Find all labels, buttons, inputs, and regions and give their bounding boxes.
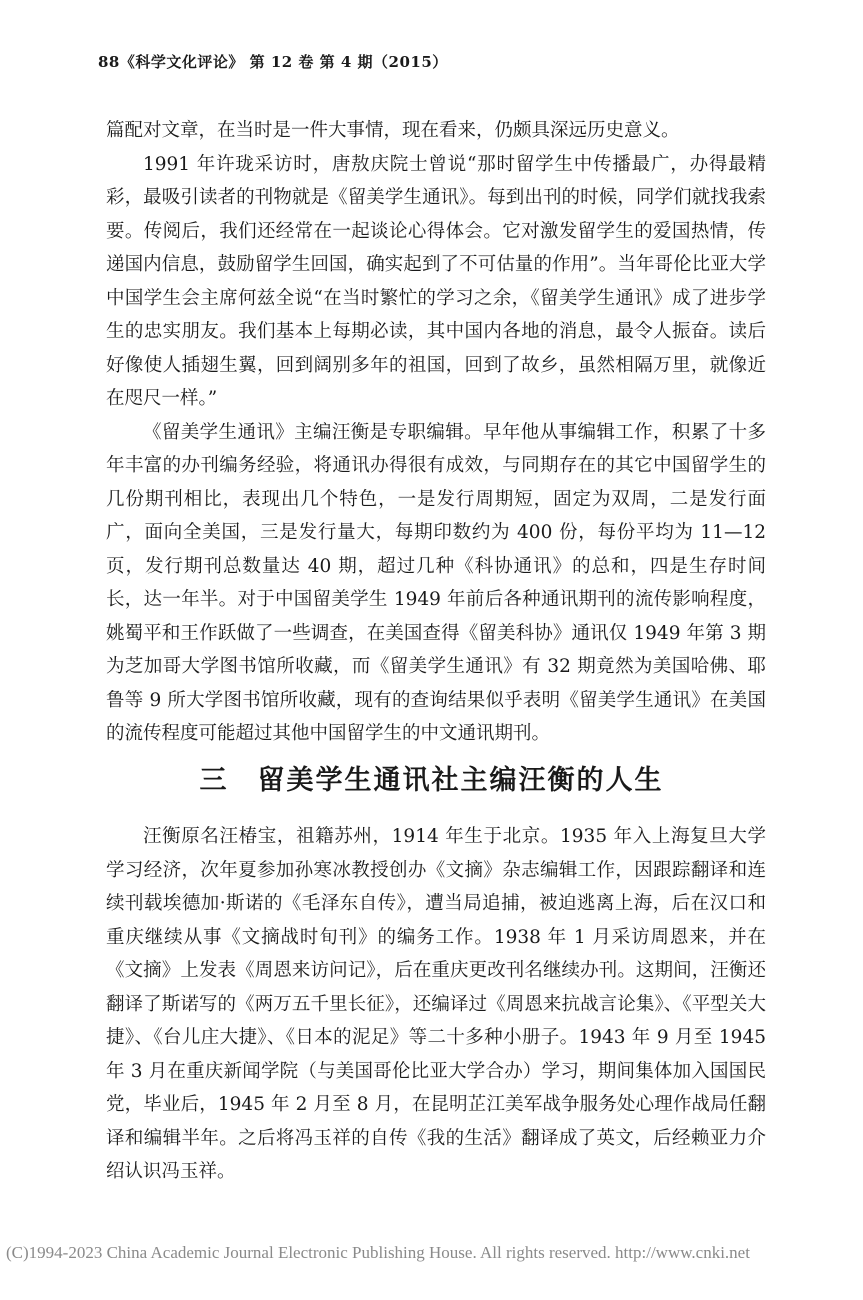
paragraph: 1991 年许珑采访时，唐敖庆院士曾说“那时留学生中传播最广，办得最精彩，最吸引读者的刊物就是《留美学生通讯》。每到出刊的时候，同学们就找我索要。传阅后，我们还经常在一起谈论心得体会。它对激发留学生的爱国热情，传递国内信息，鼓励留学生回国，确实起到了不可估量的作用”。当年哥伦比亚大学中国学生会主席何兹全说“在当时繁忙的学习之余，《留美学生通讯》成了进步学生的忠实朋友。我们基本上每期必读，其中国内各地的消息，最令人振奋。读后好像使人插翅生翼，回到阔别多年的祖国，回到了故乡，虽然相隔万里，就像近在咫尺一样。” bbox=[106, 153, 766, 409]
section-heading: 三 留美学生通讯社主编汪衡的人生 bbox=[199, 765, 664, 796]
running-head: 88《科学文化评论》 第 12 卷 第 4 期（2015） bbox=[98, 53, 448, 71]
paragraph: 汪衡原名汪椿宝，祖籍苏州，1914 年生于北京。1935 年入上海复旦大学学习经济，次年夏参加孙寒冰教授创办《文摘》杂志编辑工作，因跟踪翻译和连续刊载埃德加·斯诺的《毛泽东自传》，遭当局追捕，被迫逃离上海，后在汉口和重庆继续从事《文摘战时旬刊》的编务工作。1938 年 1 月采访周恩来，并在《文摘》上发表《周恩来访问记》，后在重庆更改刊名继续办刊。这期间，汪衡还翻译了斯诺写的《两万五千里长征》，还编译过《周恩来抗战言论集》、《平型关大捷》、《台儿庄大捷》、《日本的泥足》等二十多种小册子。1943 年 9 月至 1945 年 3 月在重庆新闻学院（与美国哥伦比亚大学合办）学习，期间集体加入国国民党，毕业后，1945 年 2 月至 8 月，在昆明芷江美军战争服务处心理作战局任翻译和编辑半年。之后将冯玉祥的自传《我的生活》翻译成了英文，后经赖亚力介绍认识冯玉祥。 bbox=[106, 826, 766, 1182]
text-block-before-section bbox=[106, 114, 766, 751]
paragraph: 《留美学生通讯》主编汪衡是专职编辑。早年他从事编辑工作，积累了十多年丰富的办刊编务经验，将通讯办得很有成效，与同期存在的其它中国留学生的几份期刊相比，表现出几个特色，一是发行周期短，固定为双周，二是发行面广，面向全美国，三是发行量大，每期印数约为 400 份，每份平均为 11—12 页，发行期刊总数量达 40 期，超过几种《科协通讯》的总和，四是生存时间长，达一年半。对于中国留美学生 1949 年前后各种通讯期刊的流传影响程度，姚蜀平和王作跃做了一些调查，在美国查得《留美科协》通讯仅 1949 年第 3 期为芝加哥大学图书馆所收藏，而《留美学生通讯》有 32 期竟然为美国哈佛、耶鲁等 9 所大学图书馆所收藏，现有的查询结果似乎表明《留美学生通讯》在美国的流传程度可能超过其他中国留学生的中文通讯期刊。 bbox=[106, 421, 766, 744]
paragraph-continuation: 篇配对文章，在当时是一件大事情，现在看来，仍颇具深远历史意义。 bbox=[106, 120, 680, 141]
text-block-after-section bbox=[106, 820, 766, 1189]
copyright-watermark: (C)1994-2023 China Academic Journal Electronic Publishing House. All rights reserved. http://www.cnki.net bbox=[6, 1243, 750, 1262]
